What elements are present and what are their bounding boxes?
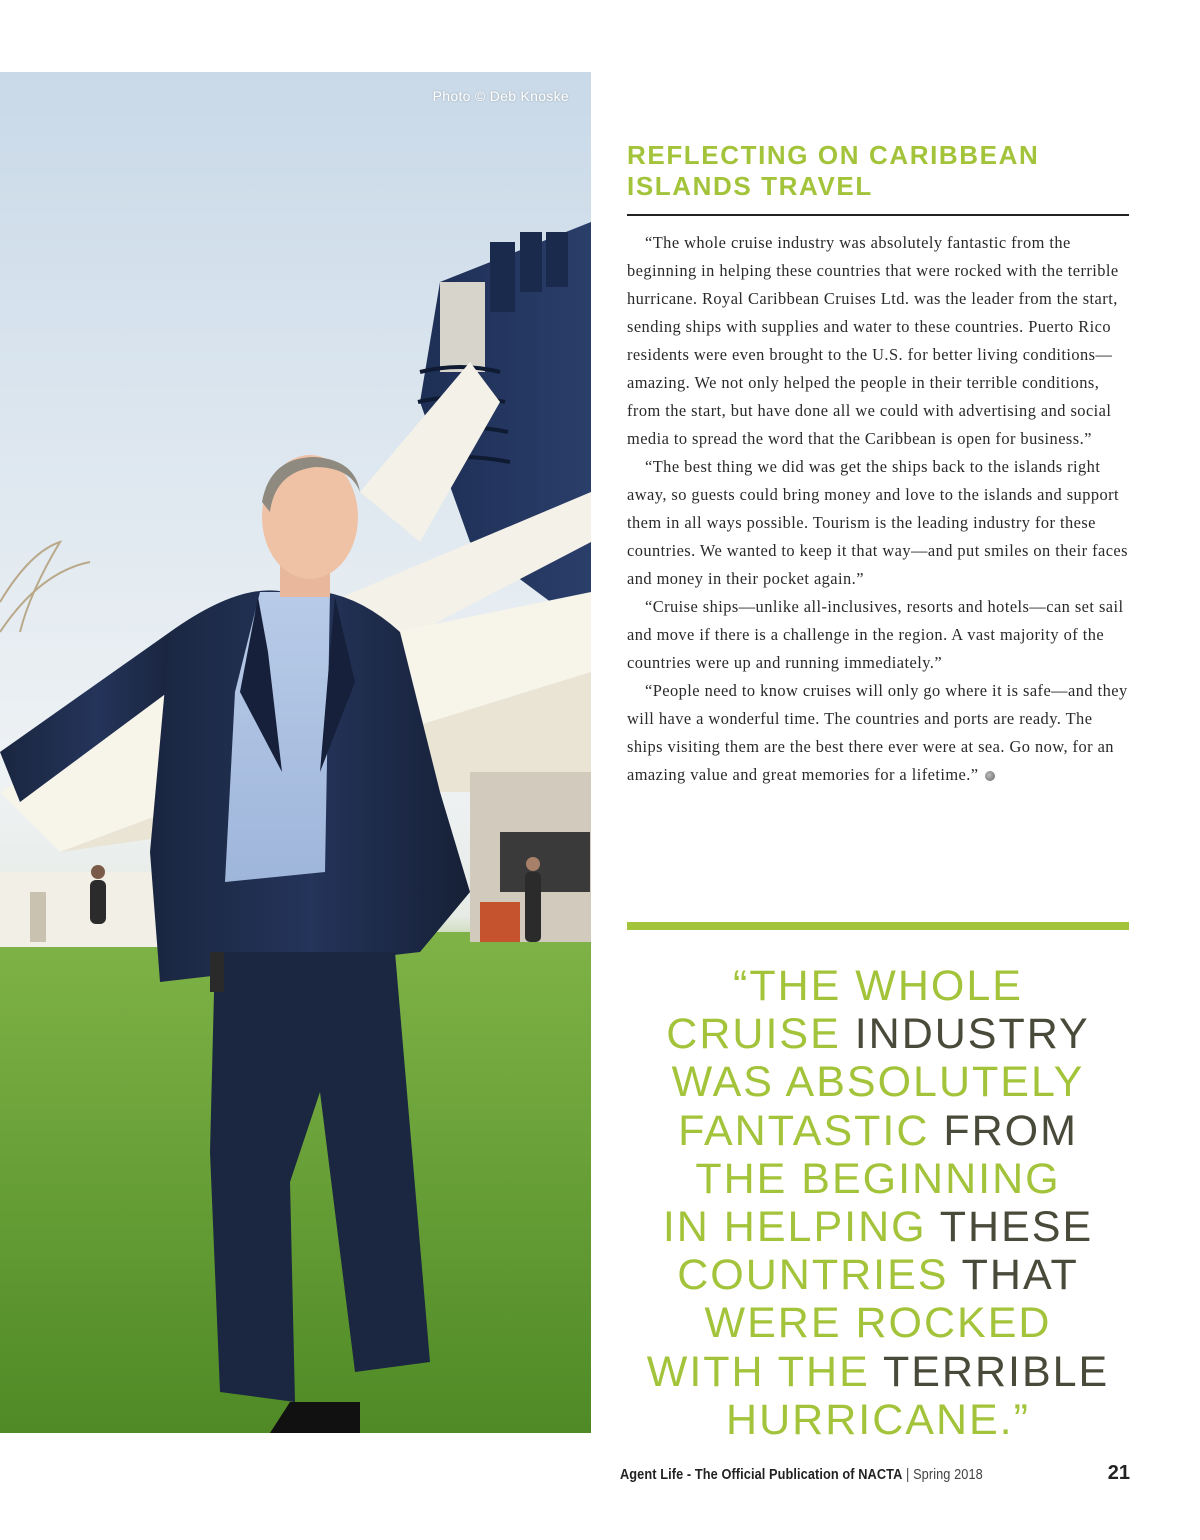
headline-line-2: ISLANDS TRAVEL [627, 171, 873, 201]
paragraph: “Cruise ships—unlike all-inclusives, resorts and hotels—can set sail and move if there is a challenge in the region. A vast majority of the countries were up and running immediately.” [627, 597, 1124, 672]
article-column [627, 140, 1129, 789]
pullquote [627, 962, 1129, 1444]
cruise-portrait-illustration [0, 72, 591, 1433]
paragraph-final-text: “People need to know cruises will only go where it is safe—and they will have a wonderful time. The countries and ports are ready. The ships visiting them are the best there ever were at sea. Go now, for an amazing value and great memories for a lifetime.” [627, 681, 1128, 784]
pullquote-line: HURRICANE.” [726, 1395, 1030, 1444]
pullquote-divider [627, 922, 1129, 930]
paragraph-final [627, 677, 1129, 789]
section-headline [627, 140, 1129, 202]
pullquote-line: FANTASTIC FROM [678, 1106, 1078, 1155]
paragraph: “The best thing we did was get the ships back to the islands right away, so guests could bring money and love to the islands and support them in all ways possible. Tourism is the leading industry for these countries. We wanted to keep it that way—and put smiles on their faces and money in their pocket again.” [627, 457, 1128, 588]
article-body [627, 229, 1129, 789]
pullquote-line: WITH THE TERRIBLE [646, 1347, 1110, 1396]
pullquote-line: WERE ROCKED [704, 1299, 1052, 1348]
headline-line-1: REFLECTING ON CARIBBEAN [627, 140, 1040, 170]
headline-divider [627, 214, 1129, 216]
ornamental-grass [0, 542, 90, 632]
pullquote-line: CRUISE INDUSTRY [666, 1010, 1090, 1059]
paragraph: “The whole cruise industry was absolutely fantastic from the beginning in helping these countries that were rocked with the terrible hurricane. Royal Caribbean Cruises Ltd. was the leader from the start, sending ships with supplies and water to these countries. Puerto Rico residents were even brought to the U.S. for better living conditions—amazing. We not only helped the people in their terrible conditions, from the start, but have done all we could with advertising and social media to spread the word that the Caribbean is open for business.” [627, 233, 1119, 448]
publication-credit [620, 1467, 983, 1483]
page-footer [620, 1464, 1130, 1488]
publication-name: Agent Life - The Official Publication of NACTA [620, 1467, 903, 1483]
pullquote-line: “THE WHOLE [733, 962, 1023, 1010]
page-number: 21 [1107, 1462, 1130, 1484]
end-of-article-icon [985, 771, 995, 781]
photo-credit: Photo © Deb Knoske [432, 88, 569, 104]
pullquote-line: IN HELPING THESE [662, 1203, 1094, 1252]
pullquote-line: WAS ABSOLUTELY [671, 1058, 1085, 1107]
issue-label: | Spring 2018 [902, 1467, 983, 1483]
pullquote-line: COUNTRIES THAT [677, 1251, 1079, 1300]
pullquote-line: THE BEGINNING [695, 1154, 1061, 1203]
feature-photo [0, 72, 591, 1433]
